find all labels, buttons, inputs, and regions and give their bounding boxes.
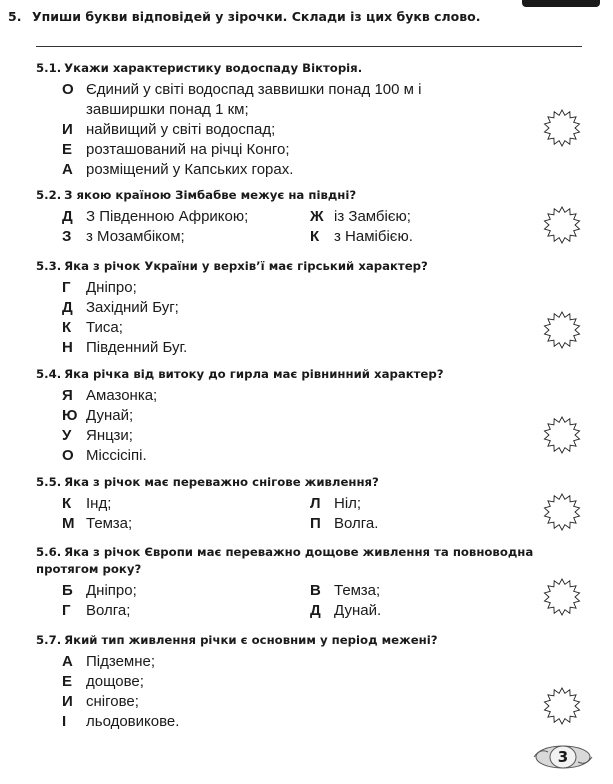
question-5-1 (36, 60, 536, 180)
option-text: із Замбією; (334, 208, 411, 225)
answer-star-5-6[interactable] (542, 577, 582, 617)
answer-option (62, 80, 536, 120)
question-number: 5.2. (36, 188, 62, 202)
answer-option (62, 692, 536, 712)
question-text: Укажи характеристику водоспаду Вікторія. (64, 61, 363, 75)
question-number: 5.5. (36, 475, 62, 489)
option-letter: И (62, 693, 73, 710)
option-letter: Л (310, 495, 321, 512)
answer-option (62, 318, 536, 338)
option-letter: Я (62, 387, 73, 404)
option-letter: Д (62, 208, 73, 225)
option-letter: И (62, 121, 73, 138)
option-letter: Ю (62, 407, 78, 424)
option-text: дощове; (86, 673, 144, 690)
option-letter: А (62, 653, 73, 670)
option-text: Інд; (86, 495, 112, 512)
option-letter: У (62, 427, 72, 444)
answer-option (62, 672, 536, 692)
option-text: Темза; (86, 515, 133, 532)
option-letter: М (62, 515, 75, 532)
answer-option (310, 494, 520, 514)
answer-option (310, 227, 520, 247)
answer-option (62, 338, 536, 358)
question-5-5 (36, 474, 536, 534)
question-number: 5.6. (36, 545, 62, 559)
option-text: Тиса; (86, 319, 123, 336)
option-text: Підземне; (86, 653, 156, 670)
task-heading (8, 9, 481, 24)
answer-star-5-1[interactable] (542, 108, 582, 148)
question-text: З якою країною Зімбабве межує на півдні? (64, 188, 357, 202)
question-number: 5.7. (36, 633, 62, 647)
answer-option (62, 426, 536, 446)
option-letter: Б (62, 582, 73, 599)
answer-option (62, 581, 310, 601)
question-number: 5.4. (36, 367, 62, 381)
option-text: розміщений у Капських горах. (86, 161, 294, 178)
option-letter: О (62, 81, 74, 98)
option-text: Міссісіпі. (86, 447, 147, 464)
option-text: Дунай. (334, 602, 382, 619)
answer-option (62, 227, 310, 247)
question-text: Яка з річок Європи має переважно дощове живлення та повноводна протягом року? (36, 545, 534, 576)
option-text: Ніл; (334, 495, 362, 512)
option-letter: Е (62, 673, 73, 690)
answer-star-5-4[interactable] (542, 415, 582, 455)
option-text: з Намібією. (334, 228, 413, 245)
option-text: розташований на річці Конго; (86, 141, 290, 158)
option-letter: І (62, 713, 67, 730)
option-letter: О (62, 447, 74, 464)
option-letter: К (62, 495, 72, 512)
option-letter: Е (62, 141, 73, 158)
answer-option (310, 514, 520, 534)
question-number: 5.1. (36, 61, 62, 75)
option-text: льодовикове. (86, 713, 180, 730)
option-text: Західний Буг; (86, 299, 179, 316)
option-letter: З (62, 228, 72, 245)
answer-option (62, 446, 536, 466)
option-letter: Н (62, 339, 73, 356)
answer-star-5-5[interactable] (542, 492, 582, 532)
option-text: Волга; (86, 602, 131, 619)
option-text: Єдиний у світі водоспад заввишки понад 100 м і завширшки понад 1 км; (86, 81, 422, 118)
answer-star-5-3[interactable] (542, 310, 582, 350)
answer-option (62, 120, 536, 140)
option-text: Амазонка; (86, 387, 158, 404)
answer-option (62, 712, 536, 732)
answer-option (62, 207, 310, 227)
question-text: Яка з річок має переважно снігове живлення? (64, 475, 379, 489)
corner-tab-decoration (522, 0, 600, 7)
question-5-4 (36, 366, 536, 466)
option-letter: Г (62, 602, 71, 619)
answer-option (62, 386, 536, 406)
header-divider (36, 46, 582, 47)
question-text: Який тип живлення річки є основним у період межені? (64, 633, 438, 647)
answer-star-5-7[interactable] (542, 686, 582, 726)
question-5-7 (36, 632, 536, 732)
question-5-6 (36, 544, 556, 621)
option-letter: К (62, 319, 72, 336)
question-number: 5.3. (36, 259, 62, 273)
question-text: Яка з річок України у верхів’ї має гірський характер? (64, 259, 428, 273)
option-text: Янцзи; (86, 427, 133, 444)
task-number: 5. (8, 9, 22, 24)
task-instructions: Упиши букви відповідей у зірочки. Склади із цих букв слово. (32, 9, 481, 24)
answer-option (310, 207, 520, 227)
option-letter: Д (310, 602, 321, 619)
question-text: Яка річка від витоку до гирла має рівнинний характер? (64, 367, 444, 381)
option-letter: П (310, 515, 321, 532)
option-letter: Д (62, 299, 73, 316)
answer-option (62, 652, 536, 672)
answer-option (62, 140, 536, 160)
answer-option (62, 514, 310, 534)
answer-star-5-2[interactable] (542, 205, 582, 245)
option-letter: В (310, 582, 321, 599)
answer-option (62, 278, 536, 298)
option-text: найвищий у світі водоспад; (86, 121, 276, 138)
page-number: 3 (557, 748, 569, 766)
option-text: Дніпро; (86, 279, 137, 296)
option-text: з Мозамбіком; (86, 228, 185, 245)
question-5-3 (36, 258, 536, 358)
answer-option (62, 160, 536, 180)
option-text: Дунай; (86, 407, 134, 424)
answer-option (62, 298, 536, 318)
option-letter: К (310, 228, 320, 245)
answer-option (62, 601, 310, 621)
option-text: З Південною Африкою; (86, 208, 249, 225)
answer-option (62, 494, 310, 514)
option-text: Темза; (334, 582, 381, 599)
option-text: снігове; (86, 693, 139, 710)
answer-option (310, 581, 520, 601)
option-letter: Г (62, 279, 71, 296)
answer-option (62, 406, 536, 426)
option-letter: А (62, 161, 73, 178)
answer-option (310, 601, 520, 621)
option-text: Дніпро; (86, 582, 137, 599)
question-5-2 (36, 187, 536, 247)
option-text: Південний Буг. (86, 339, 188, 356)
option-letter: Ж (310, 208, 324, 225)
option-text: Волга. (334, 515, 379, 532)
